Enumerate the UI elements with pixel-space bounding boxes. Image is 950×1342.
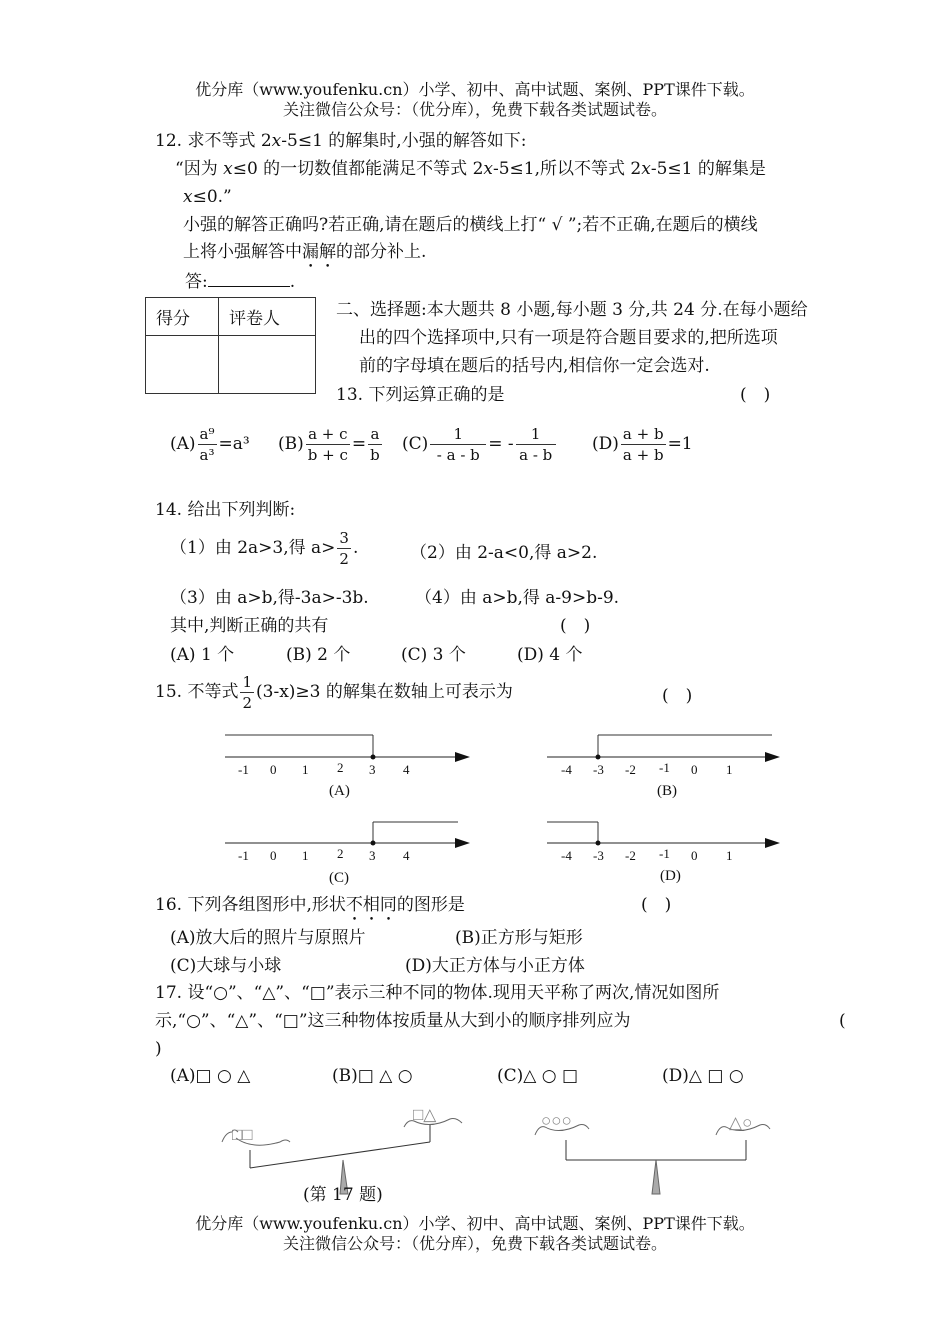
tick-label: 1 [302,848,309,863]
tick-label: 0 [691,848,698,863]
scale1-left-items: □□ [232,1125,253,1144]
q17-choice-a[interactable]: (A)□ ○ △ [170,1066,251,1086]
q12-stem: 12. 求不等式 2x-5≤1 的解集时,小强的解答如下: [155,131,527,151]
q16-bracket[interactable]: ( ) [641,895,672,915]
tick-label: -3 [593,848,604,863]
figure-caption: (第 17 题) [303,1185,383,1205]
q13-option-a: (A) $\frac{\text{a⁹}}{\text{a³}}$ =a³ [170,425,250,464]
q14-judgement-1: （1）由 2a>3,得 a> $\frac{3}{2}$ . [170,529,359,568]
q17-choice-b[interactable]: (B)□ △ ○ [332,1066,413,1086]
q14-choice-b[interactable]: (B) 2 个 [286,645,351,665]
option-label: (C) [329,870,349,886]
number-line-c[interactable] [225,822,470,886]
q12-quote: “因为 x≤0 的一切数值都能满足不等式 2x-5≤1,所以不等式 2x-5≤1 的解集是 [175,159,766,179]
q13-option-d: (D) $\frac{a + b}{a + b}$ =1 [592,425,693,464]
section2-line-3: 前的字母填在题后的括号内,相信你一定会选对. [359,356,710,376]
footer-line-2: 关注微信公众号：（优分库），免费下载各类试题试卷。 [282,1234,667,1253]
tick-label: 0 [270,762,277,777]
q14-choice-c[interactable]: (C) 3 个 [401,645,466,665]
balance-scale-2 [535,1111,770,1194]
footer-line-1: 优分库（www.youfenku.cn）小学、初中、高中试题、案例、PPT课件下载。 [195,1214,755,1233]
tick-label: -4 [561,848,572,863]
q16-choice-a[interactable]: (A)放大后的照片与原照片 [170,928,366,948]
q17-choice-c[interactable]: (C)△ ○ □ [497,1066,579,1086]
number-line-a[interactable] [225,735,470,799]
q14-judgement-4: （4）由 a>b,得 a-9>b-9. [415,588,620,608]
tick-label: -1 [659,846,670,861]
tick-label: 4 [403,848,410,863]
q16-choice-d[interactable]: (D)大正方体与小正方体 [405,956,585,976]
number-line-b[interactable] [547,735,780,799]
q14-stem: 14. 给出下列判断: [155,500,296,520]
q17-stem-line-1: 17. 设“○”、“△”、“□”表示三种不同的物体.现用天平称了两次,情况如图所 [155,983,720,1003]
q16-stem: 16. 下列各组图形中,形状不相同的图形是 [155,895,465,915]
emphasis-text: 不相同 [345,895,397,915]
q15-bracket[interactable]: ( ) [662,686,693,706]
grader-header: 评卷人 [219,298,316,336]
q12-prompt-line-1: 小强的解答正确吗?若正确,请在题后的横线上打“ √ ”;若不正确,在题后的横线 [183,215,758,235]
q17-stem-line-2: 示,“○”、“△”、“□”这三种物体按质量从大到小的顺序排列应为 [155,1011,631,1031]
scale2-right-items: △○ [729,1113,753,1132]
tick-label: 1 [302,762,309,777]
q14-judgement-2: （2）由 2-a<0,得 a>2. [410,543,598,563]
q13-option-c: (C) $\frac{1}{- a - b}$ = - $\frac{1}{a - b}$ [402,424,558,465]
section2-line-1: 二、选择题:本大题共 8 小题,每小题 3 分,共 24 分.在每小题给 [336,300,808,320]
q14-choice-a[interactable]: (A) 1 个 [170,645,235,665]
emphasis-text: 漏解 [302,242,336,262]
tick-label: 4 [403,762,410,777]
tick-label: 3 [369,848,376,863]
tick-label: 2 [337,846,344,861]
tick-label: -1 [238,762,249,777]
tick-label: -3 [593,762,604,777]
tick-label: -2 [625,762,636,777]
score-header: 得分 [146,298,219,336]
q17-choice-d[interactable]: (D)△ □ ○ [662,1066,744,1086]
q12-quote-end: x≤0.” [183,187,232,207]
q13-bracket[interactable]: ( ) [740,385,771,405]
tick-label: -4 [561,762,572,777]
header-line-1: 优分库（www.youfenku.cn）小学、初中、高中试题、案例、PPT课件下载。 [195,80,755,99]
option-label: (B) [657,783,677,799]
q14-summary: 其中,判断正确的共有 [170,616,329,636]
tick-label: 0 [691,762,698,777]
q14-judgement-3: （3）由 a>b,得-3a>-3b. [170,588,369,608]
q16-choice-c[interactable]: (C)大球与小球 [170,956,282,976]
tick-label: -1 [238,848,249,863]
tick-label: 3 [369,762,376,777]
tick-label: 1 [726,762,733,777]
option-label: (D) [660,868,681,884]
q14-choice-d[interactable]: (D) 4 个 [517,645,583,665]
q17-bracket-open[interactable]: ( [839,1011,846,1031]
q15-stem: 15. 不等式 $\frac{1}{2}$ (3-x)≥3 的解集在数轴上可表示为 [155,673,513,712]
section2-line-2: 出的四个选择项中,只有一项是符合题目要求的,把所选项 [359,328,778,348]
tick-label: 1 [726,848,733,863]
scale2-left-items: ○○○ [541,1111,572,1130]
q12-answer: 答: . [185,268,295,295]
q13-stem: 13. 下列运算正确的是 [336,385,505,405]
q14-bracket[interactable]: ( ) [560,616,591,636]
tick-label: 2 [337,760,344,775]
q16-choice-b[interactable]: (B)正方形与矩形 [455,928,583,948]
q12-prompt-line-2: 上将小强解答中漏解的部分补上. [183,242,427,262]
scale1-right-items: □△ [413,1105,437,1124]
header-line-2: 关注微信公众号：（优分库），免费下载各类试题试卷。 [282,100,667,119]
number-line-d[interactable] [547,822,780,884]
option-label: (A) [329,783,350,799]
q17-bracket-close: ) [155,1039,162,1059]
tick-label: -1 [659,760,670,775]
tick-label: 0 [270,848,277,863]
q13-option-b: (B) $\frac{a + c}{b + c}$ = $\frac{a}{b}$ [278,425,380,464]
tick-label: -2 [625,848,636,863]
